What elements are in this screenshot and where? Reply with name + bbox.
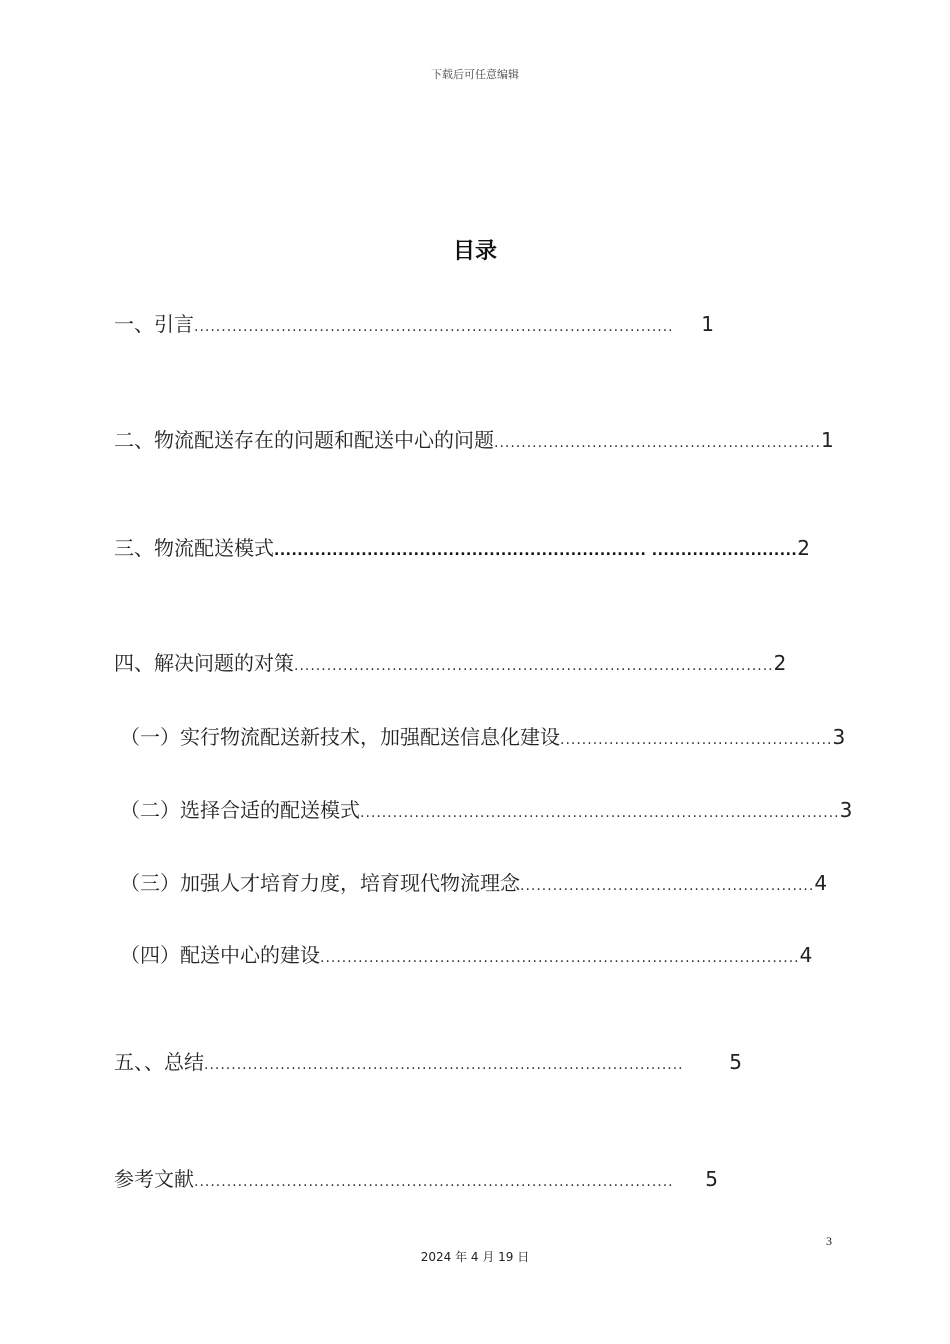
toc-entry-summary[interactable]	[114, 1049, 742, 1078]
page-header: 下载后可任意编辑	[431, 68, 519, 81]
toc-page-number: 4	[814, 871, 828, 895]
toc-dot-leader: ........................................................................................	[194, 319, 674, 335]
toc-entry-label: 五、、总结	[114, 1050, 204, 1074]
toc-entry-label: （四）配送中心的建设	[120, 943, 320, 967]
toc-entry-sub-1[interactable]	[120, 724, 846, 753]
toc-dot-leader: ......................................................	[520, 878, 815, 894]
toc-page-number: 1	[821, 428, 834, 452]
toc-page-number: 5	[705, 1167, 718, 1191]
toc-entry-label: 四、解决问题的对策	[114, 651, 294, 675]
toc-entry-label: 三、物流配送模式	[114, 536, 274, 560]
page-number: 3	[826, 1234, 832, 1248]
toc-dot-leader: ........................................................................................	[294, 658, 774, 674]
toc-dot-leader: ........................................................................................	[194, 1174, 674, 1190]
toc-dot-leader: ........................................................................................	[360, 805, 840, 821]
toc-dot-leader: ..................................................	[560, 732, 833, 748]
toc-entry-label: 二、物流配送存在的问题和配送中心的问题	[114, 428, 494, 452]
toc-entry-label: （三）加强人才培育力度，培育现代物流理念	[120, 871, 520, 895]
toc-entry-label: 参考文献	[114, 1167, 194, 1191]
toc-page-number: 4	[799, 943, 813, 967]
toc-entry-label: 一、引言	[114, 312, 194, 336]
toc-page-number: 3	[832, 725, 846, 749]
toc-page-number: 2	[797, 536, 810, 560]
toc-page-number: 5	[729, 1050, 742, 1074]
toc-page-number: 3	[839, 798, 853, 822]
toc-entry-references[interactable]	[114, 1166, 718, 1195]
toc-entry-delivery-modes[interactable]	[114, 535, 810, 564]
toc-page-number: 1	[701, 312, 714, 336]
toc-page-number: 2	[773, 651, 787, 675]
toc-entry-sub-2[interactable]	[120, 797, 853, 826]
toc-entry-problems[interactable]	[114, 427, 834, 456]
toc-entry-introduction[interactable]	[114, 311, 714, 340]
toc-dot-leader: ........................................................................................	[204, 1057, 684, 1073]
toc-dot-leader: ................................................................ .........................	[274, 543, 798, 559]
toc-entry-sub-4[interactable]	[120, 942, 813, 971]
toc-dot-leader: ............................................................	[494, 435, 822, 451]
toc-entry-label: （一）实行物流配送新技术，加强配送信息化建设	[120, 725, 560, 749]
footer-date: 2024 年 4 月 19 日	[420, 1250, 530, 1264]
toc-dot-leader: ........................................................................................	[320, 950, 800, 966]
toc-title: 目录	[452, 239, 497, 264]
toc-entry-label: （二）选择合适的配送模式	[120, 798, 360, 822]
toc-entry-countermeasures[interactable]	[114, 650, 787, 679]
toc-entry-sub-3[interactable]	[120, 870, 828, 899]
